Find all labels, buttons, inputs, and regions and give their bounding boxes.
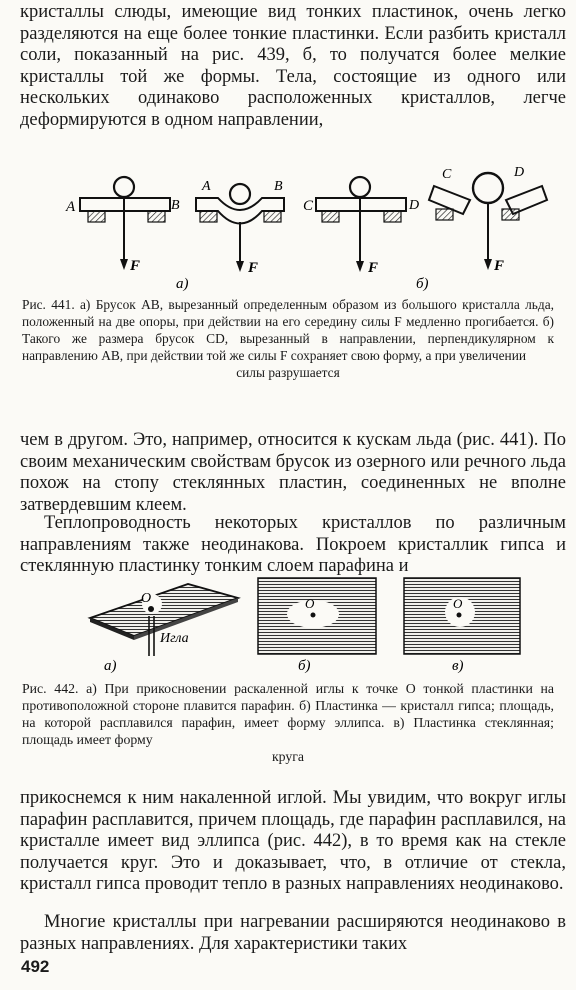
label-d: D [409,198,420,213]
label-c: C [442,167,452,182]
plate-with-needle [90,584,238,674]
label-point-o: O [453,596,463,611]
paragraph-expansion: Многие кристаллы при нагревании расширяются неодинаково в разных направлениях. Для характеристики таких [20,912,566,954]
figure-442-caption [22,680,554,765]
figure-441 [0,164,576,294]
label-force: F [248,260,259,276]
label-a: A [202,179,211,194]
glass-plate-circle [404,578,520,674]
ice-bar-cd-broken [416,165,547,292]
subfigure-b-label: б) [416,276,429,292]
gypsum-plate-ellipse [258,578,376,674]
figure-441-caption [22,296,554,381]
ice-bar-ab-straight [65,177,180,274]
label-needle: Игла [160,631,189,646]
figure-441-caption-end: силы разрушается [236,365,340,380]
label-b: B [274,179,283,194]
ice-bar-ab-bent [176,179,284,292]
label-force: F [494,258,505,274]
figure-442-caption-end: круга [271,749,305,764]
ice-bar-cd-straight [303,177,419,276]
figure-441-drawing [0,164,576,294]
label-point-o: O [305,596,315,611]
label-point-o: O [141,591,152,606]
subfigure-a-label: а) [176,276,189,292]
label-c: C [303,198,314,214]
paragraph-thermal-conductivity: Теплопроводность некоторых кристаллов по различным направлениям также неодинакова. Покроем кристаллик гипса и стеклянную пластинку тонким слоем парафина и [20,513,566,577]
paragraph-ice: чем в другом. Это, например, относится к кускам льда (рис. 441). По своим механическим свойствам брусок из озерного или речного льда похож на стопу стеклянных пластин, соединенных не вполне затвердевшим клеем. [20,430,566,515]
label-b: B [171,198,180,213]
subfigure-c-label: в) [452,658,464,674]
page-number: 492 [21,957,50,976]
label-force: F [130,258,141,274]
figure-442-drawing [0,574,576,678]
label-a: A [66,199,76,215]
subfigure-b-label: б) [298,658,311,674]
paragraph-heated-needle: прикоснемся к ним накаленной иглой. Мы увидим, что вокруг иглы парафин расплавится, причем площадь, где парафин расплавился, на кристалле имеет вид эллипса (рис. 442), в то время как на стекле получается круг. Это и доказывает, что, в отличие от стекла, кристалл гипса проводит тепло в разных направлениях неодинаково. [20,788,566,895]
label-force: F [368,260,379,276]
figure-442 [0,574,576,678]
label-d: D [514,165,525,180]
figure-442-caption-text: Рис. 442. а) При прикосновении раскаленной иглы к точке O тонкой пластинки на противоположной стороне плавится парафин. б) Пластинка — кристалл гипса; площадь, на которой расплавился парафин, имеет форму эллипса. в) Пластинка стеклянная; площадь имеет форму [22,681,554,747]
figure-441-caption-text: Рис. 441. а) Брусок AB, вырезанный определенным образом из большого кристалла льда, положенный на две опоры, при действии на его середину силы F медленно прогибается. б) Такого же размера брусок CD, вырезанный в направлении, перпендикулярном к направлению AB, при действии той же силы F сохраняет свою форму, а при увеличении [22,297,554,363]
subfigure-a-label: а) [104,658,117,674]
paragraph-mica-salt: кристаллы слюды, имеющие вид тонких пластинок, очень легко разделяются на еще более тонкие пластинки. Если разбить кристалл соли, показанный на рис. 439, б, то получатся более мелкие кристаллы той же формы. Тела, состоящие из одного или нескольких одинаково расположенных кристаллов, легче деформируются в одном направлении, [20,2,566,130]
